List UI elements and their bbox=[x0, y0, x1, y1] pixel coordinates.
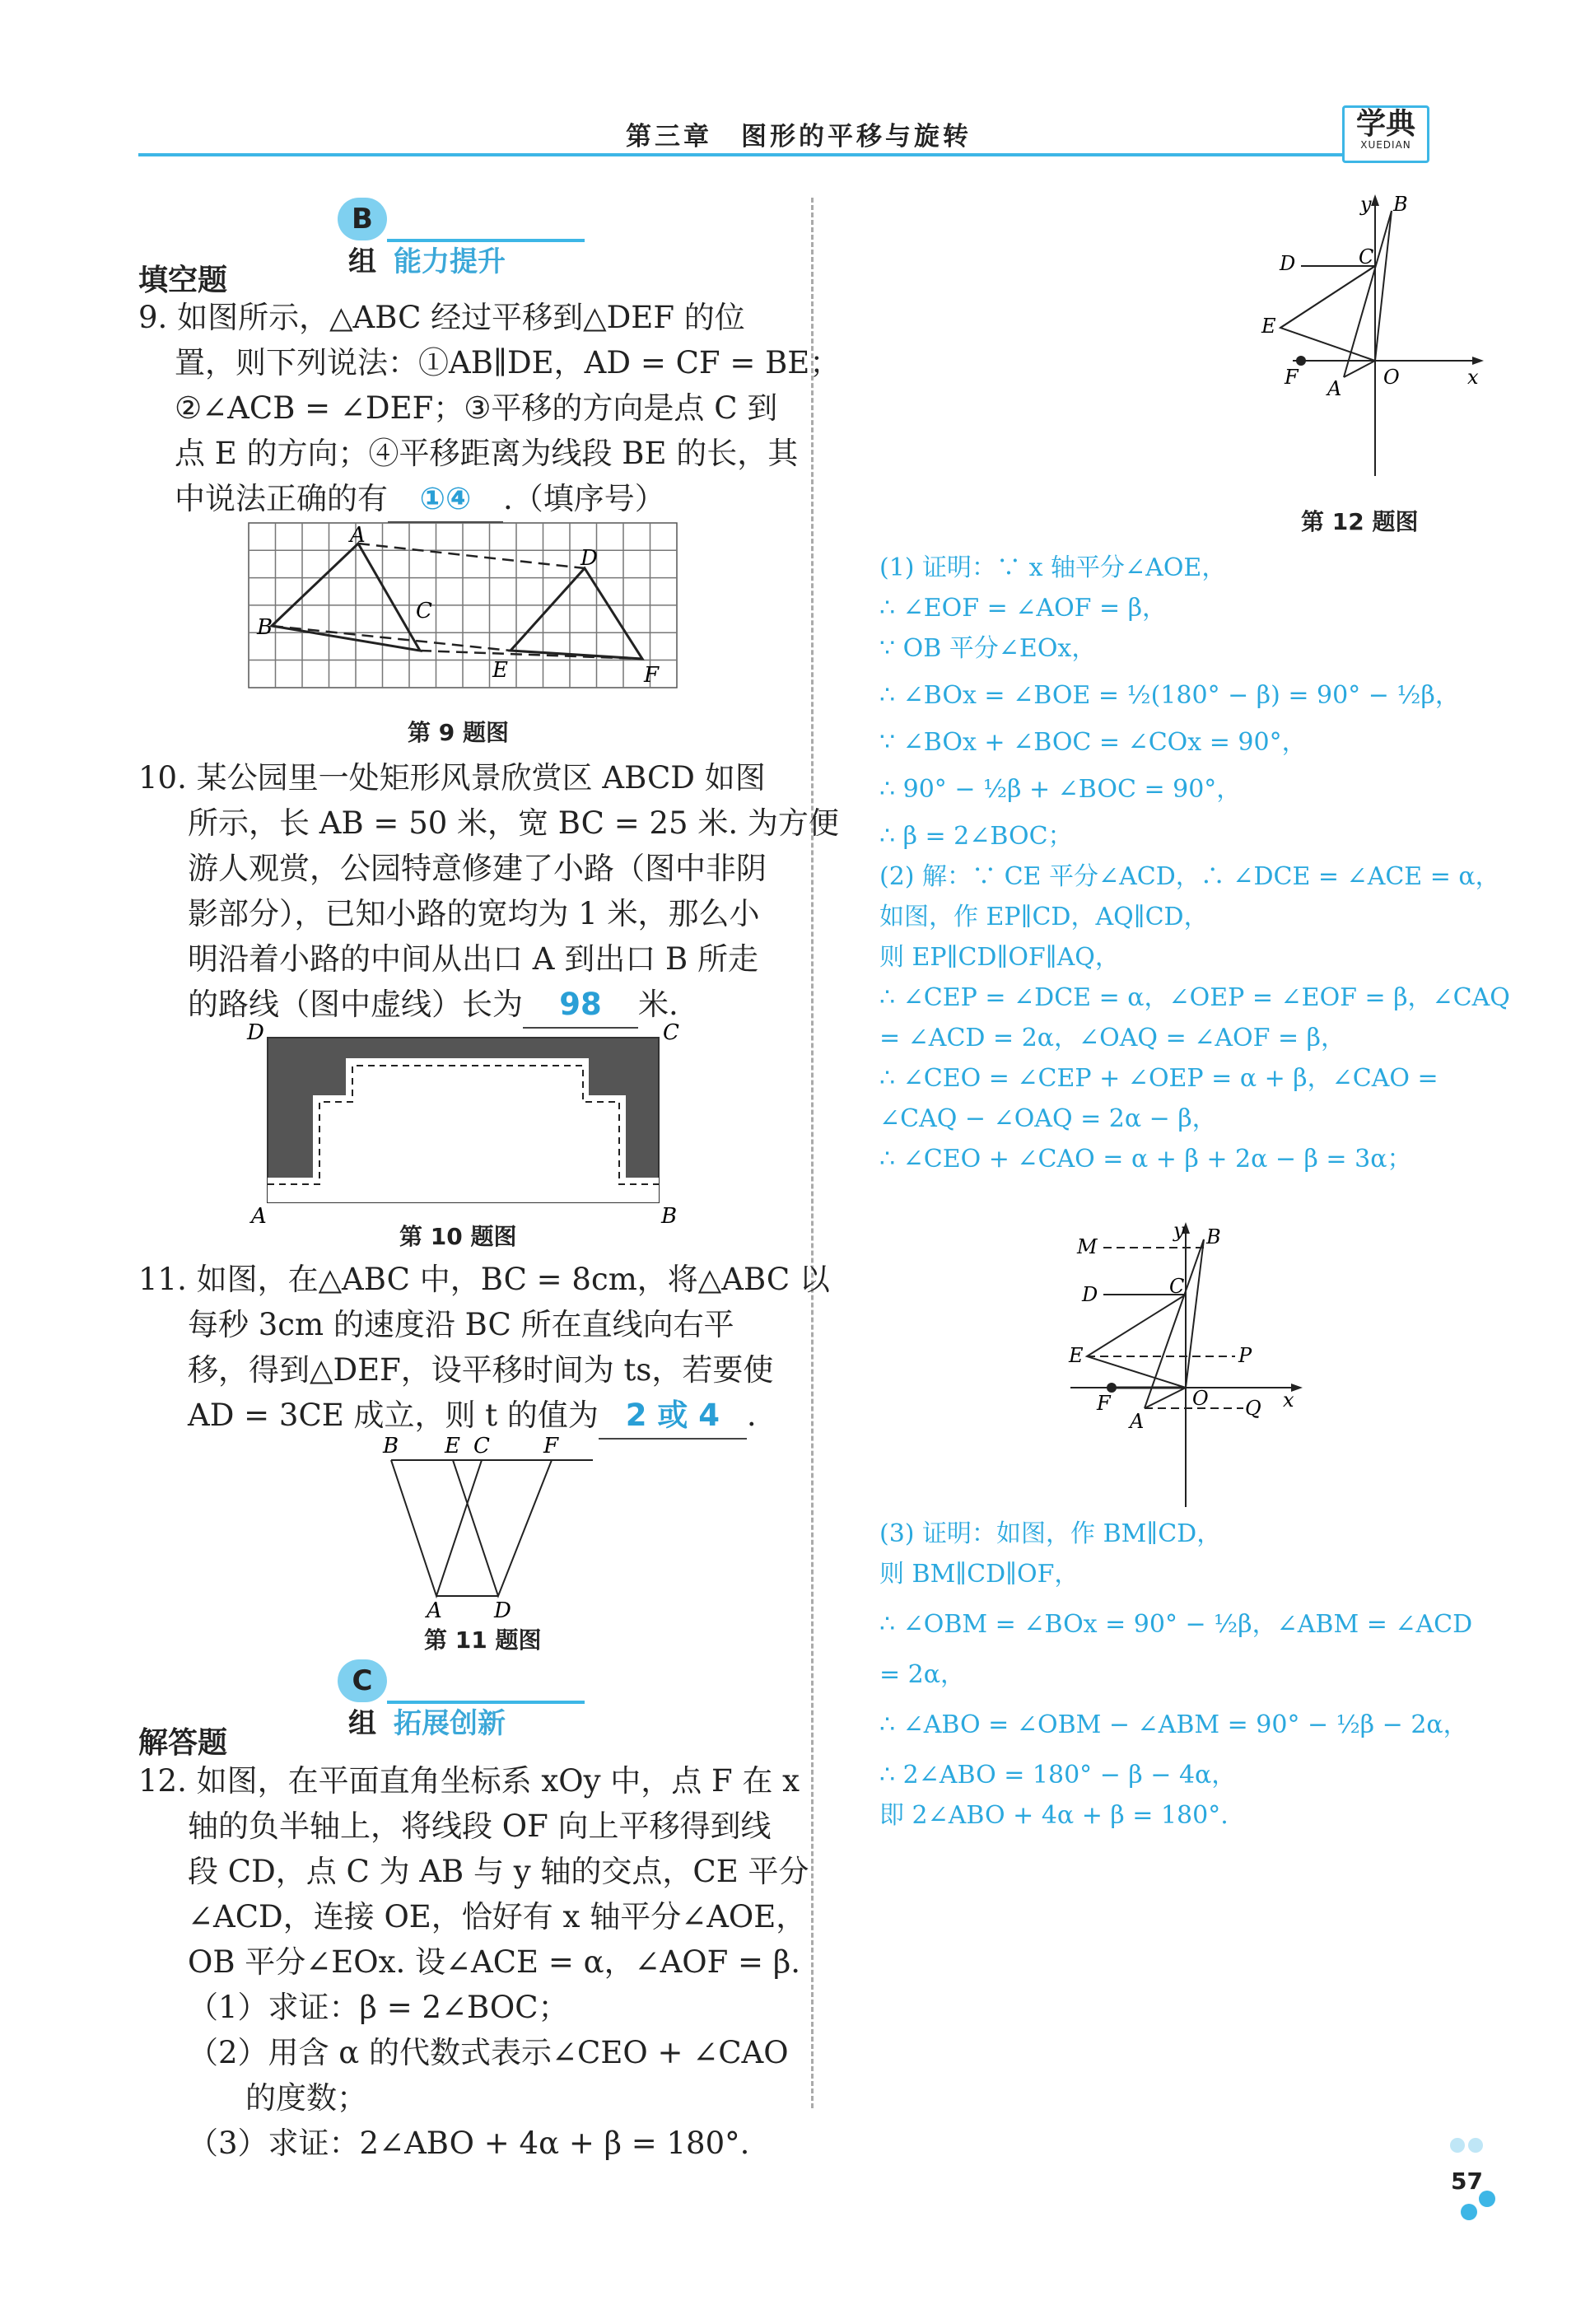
solution-line: ∵ OB 平分∠EOx， bbox=[879, 634, 1097, 663]
question-10 bbox=[138, 755, 839, 1029]
page-number: 57 bbox=[1451, 2168, 1483, 2195]
triangle-def bbox=[511, 568, 642, 659]
figure-10-caption: 第 10 题图 bbox=[399, 1223, 517, 1250]
figure-11-caption: 第 11 题图 bbox=[424, 1626, 542, 1654]
figure-10 bbox=[247, 1020, 679, 1229]
group-b-heading bbox=[338, 198, 506, 279]
group-b-underline bbox=[387, 239, 585, 242]
solution-block-2 bbox=[879, 1514, 1472, 1836]
solution-line: 则 BM∥CD∥OF， bbox=[879, 1560, 1079, 1589]
label-d: D bbox=[247, 1020, 264, 1045]
dash-ad bbox=[358, 544, 585, 568]
q10-answer: 98 bbox=[523, 982, 638, 1029]
label-o: O bbox=[1192, 1387, 1209, 1410]
figure-11 bbox=[371, 1431, 609, 1621]
solution-line: ∴ ∠BOx = ∠BOE = ½(180° − β) = 90° − ½β， bbox=[879, 681, 1460, 710]
q10-line: 的路线（图中虚线）长为 bbox=[188, 987, 523, 1022]
q9-line: 中说法正确的有 bbox=[175, 481, 388, 516]
section-fill-blank: 填空题 bbox=[138, 264, 228, 297]
x-arrow bbox=[1472, 357, 1484, 365]
segment-ob bbox=[1375, 211, 1392, 361]
label-a: A bbox=[1327, 377, 1342, 400]
q11-tail: . bbox=[746, 1398, 757, 1433]
q9-answer: ①④ bbox=[388, 476, 503, 523]
q9-tail: .（填序号） bbox=[503, 481, 665, 516]
label-y: y bbox=[1360, 193, 1372, 216]
solution-line: ∴ β = 2∠BOC； bbox=[879, 822, 1073, 851]
label-a: A bbox=[1130, 1410, 1145, 1433]
figure-9-caption: 第 9 题图 bbox=[408, 719, 509, 746]
point-f bbox=[1296, 356, 1306, 366]
q9-line: 点 E 的方向；④平移距离为线段 BE 的长，其 bbox=[175, 436, 799, 471]
chapter-title: 第三章 图形的平移与旋转 bbox=[626, 122, 972, 152]
solution-line: ∴ ∠CEO = ∠CEP + ∠OEP = α + β，∠CAO = bbox=[879, 1064, 1438, 1093]
logo-sub: XUEDIAN bbox=[1360, 139, 1411, 151]
solution-line: ∴ ∠CEP = ∠DCE = α，∠OEP = ∠EOF = β，∠CAQ bbox=[879, 983, 1510, 1012]
label-a: A bbox=[427, 1598, 442, 1623]
solution-line: = ∠ACD = 2α，∠OAQ = ∠AOF = β， bbox=[879, 1024, 1346, 1052]
label-a: A bbox=[251, 1204, 267, 1229]
solution-line: ∵ ∠BOx + ∠BOC = ∠COx = 90°， bbox=[879, 728, 1307, 757]
label-e: E bbox=[1069, 1344, 1084, 1367]
group-c-badge: C 组 bbox=[338, 1659, 387, 1702]
figure-12 bbox=[1252, 188, 1499, 484]
q9-line: ②∠ACB = ∠DEF；③平移的方向是点 C 到 bbox=[175, 390, 778, 426]
solution-line: ∴ ∠EOF = ∠AOF = β， bbox=[879, 594, 1168, 623]
q11-answer: 2 或 4 bbox=[599, 1393, 747, 1440]
solution-line: (3) 证明：如图，作 BM∥CD， bbox=[879, 1519, 1222, 1548]
figure-9 bbox=[247, 519, 683, 700]
q9-line: 置，则下列说法：①AB∥DE，AD = CF = BE； bbox=[175, 345, 841, 380]
label-f: F bbox=[543, 1434, 559, 1458]
q11-line: 移，得到△DEF，设平移时间为 ts，若要使 bbox=[188, 1352, 774, 1388]
label-p: P bbox=[1238, 1344, 1252, 1367]
label-c: C bbox=[416, 599, 432, 623]
label-d: D bbox=[581, 546, 598, 571]
solution-line: = 2α， bbox=[879, 1660, 966, 1689]
segment-ob bbox=[1186, 1239, 1204, 1388]
q12-line: （1）求证：β = 2∠BOC； bbox=[188, 1990, 569, 2025]
triangle-def bbox=[453, 1460, 552, 1596]
label-d: D bbox=[494, 1598, 511, 1623]
solution-line: ∴ 2∠ABO = 180° − β − 4α， bbox=[879, 1761, 1237, 1790]
question-12 bbox=[138, 1758, 809, 2166]
solution-line: 即 2∠ABO + 4α + β = 180°. bbox=[879, 1801, 1229, 1830]
solution-line: ∴ 90° − ½β + ∠BOC = 90°， bbox=[879, 775, 1242, 804]
solution-line: (1) 证明：∵ x 轴平分∠AOE， bbox=[879, 553, 1227, 582]
label-b: B bbox=[1206, 1225, 1221, 1248]
label-d: D bbox=[1082, 1283, 1098, 1306]
q12-line: 的度数； bbox=[245, 2080, 367, 2116]
q12-line: （3）求证：2∠ABO + 4α + β = 180°. bbox=[188, 2126, 750, 2161]
solution-line: ∴ ∠OBM = ∠BOx = 90° − ½β，∠ABM = ∠ACD bbox=[879, 1610, 1473, 1639]
label-e: E bbox=[445, 1434, 460, 1458]
question-9 bbox=[138, 295, 840, 523]
label-c: C bbox=[663, 1020, 679, 1045]
figure-12-caption: 第 12 题图 bbox=[1301, 508, 1419, 535]
dot bbox=[1450, 2138, 1465, 2153]
label-b: B bbox=[661, 1204, 678, 1229]
label-b: B bbox=[383, 1434, 399, 1458]
q11-line: 每秒 3cm 的速度沿 BC 所在直线向右平 bbox=[188, 1307, 734, 1342]
label-b: B bbox=[257, 615, 273, 640]
label-f: F bbox=[644, 663, 660, 688]
q9-line: 9. 如图所示，△ABC 经过平移到△DEF 的位 bbox=[138, 300, 745, 335]
label-f: F bbox=[1097, 1392, 1111, 1415]
q10-tail: 米. bbox=[638, 987, 678, 1022]
section-solve: 解答题 bbox=[138, 1726, 228, 1760]
solution-line: (2) 解：∵ CE 平分∠ACD，∴ ∠DCE = ∠ACE = α， bbox=[879, 862, 1500, 891]
dot bbox=[1468, 2138, 1483, 2153]
publisher-logo bbox=[1342, 105, 1429, 163]
solution-line: 则 EP∥CD∥OF∥AQ， bbox=[879, 943, 1120, 972]
q10-line: 明沿着小路的中间从出口 A 到出口 B 所走 bbox=[188, 941, 758, 977]
label-o: O bbox=[1383, 366, 1400, 389]
grid bbox=[249, 523, 677, 688]
label-d: D bbox=[1280, 252, 1296, 275]
q12-line: ∠ACD，连接 OE，恰好有 x 轴平分∠AOE， bbox=[188, 1899, 807, 1934]
triangle-abc bbox=[391, 1460, 482, 1596]
label-y: y bbox=[1173, 1219, 1185, 1242]
group-b-title: 能力提升 bbox=[394, 245, 506, 278]
label-c: C bbox=[473, 1434, 490, 1458]
group-c-underline bbox=[387, 1701, 585, 1704]
solution-block-1 bbox=[879, 548, 1510, 1179]
q12-line: 轴的负半轴上，将线段 OF 向上平移得到线 bbox=[188, 1808, 772, 1844]
q11-line: AD = 3CE 成立，则 t 的值为 bbox=[188, 1398, 599, 1433]
group-c-title: 拓展创新 bbox=[394, 1707, 506, 1740]
q10-line: 影部分），已知小路的宽均为 1 米，那么小 bbox=[188, 896, 760, 931]
label-x: x bbox=[1283, 1388, 1294, 1412]
label-c: C bbox=[1169, 1275, 1185, 1298]
solution-line: ∠CAQ − ∠OAQ = 2α − β， bbox=[879, 1104, 1217, 1133]
solution-line: ∴ ∠CEO + ∠CAO = α + β + 2α − β = 3α； bbox=[879, 1145, 1412, 1174]
label-q: Q bbox=[1245, 1397, 1261, 1420]
q12-line: 段 CD，点 C 为 AB 与 y 轴的交点，CE 平分 bbox=[188, 1854, 809, 1889]
logo-text: 学典 bbox=[1355, 106, 1415, 141]
header-rule bbox=[138, 153, 1349, 156]
group-c-heading bbox=[338, 1659, 506, 1741]
label-e: E bbox=[492, 658, 508, 683]
label-e: E bbox=[1261, 315, 1276, 338]
q10-line: 游人观赏，公园特意修建了小路（图中非阴 bbox=[188, 851, 767, 886]
question-11 bbox=[138, 1257, 830, 1440]
label-m: M bbox=[1077, 1235, 1098, 1258]
q12-line: （2）用含 α 的代数式表示∠CEO + ∠CAO bbox=[188, 2035, 789, 2070]
solution-line: 如图，作 EP∥CD，AQ∥CD， bbox=[879, 903, 1209, 931]
q11-line: 11. 如图，在△ABC 中，BC = 8cm，将△ABC 以 bbox=[138, 1262, 830, 1297]
segment-ab bbox=[1145, 1239, 1204, 1408]
y-arrow bbox=[1371, 194, 1379, 206]
label-f: F bbox=[1285, 366, 1299, 389]
label-b: B bbox=[1393, 193, 1408, 216]
q10-line: 所示，长 AB = 50 米，宽 BC = 25 米. 为方便 bbox=[188, 805, 839, 841]
dot bbox=[1461, 2204, 1477, 2220]
solution-line: ∴ ∠ABO = ∠OBM − ∠ABM = 90° − ½β − 2α， bbox=[879, 1710, 1468, 1739]
group-b-badge: B 组 bbox=[338, 198, 387, 240]
solution-figure bbox=[1062, 1219, 1309, 1515]
q10-line: 10. 某公园里一处矩形风景欣赏区 ABCD 如图 bbox=[138, 760, 766, 796]
label-a: A bbox=[350, 523, 366, 548]
q12-line: 12. 如图，在平面直角坐标系 xOy 中，点 F 在 x bbox=[138, 1763, 800, 1799]
label-c: C bbox=[1359, 245, 1374, 268]
label-x: x bbox=[1467, 366, 1479, 389]
q12-line: OB 平分∠EOx. 设∠ACE = α，∠AOF = β. bbox=[188, 1944, 800, 1980]
